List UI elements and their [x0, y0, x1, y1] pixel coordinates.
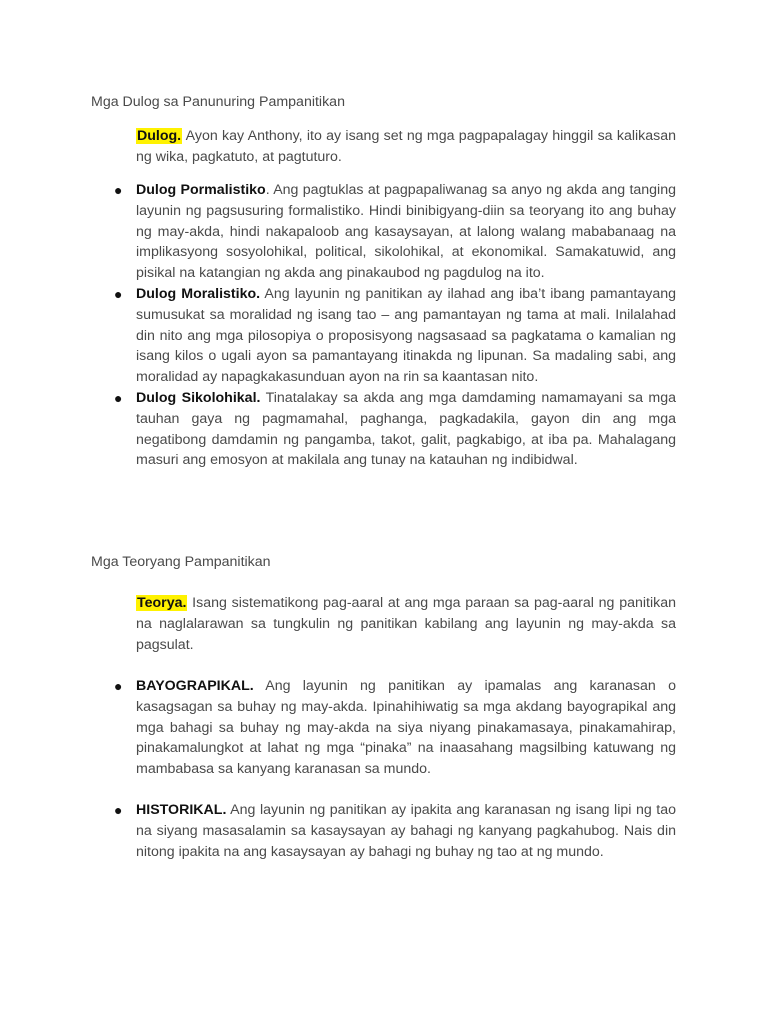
- item-text: Ang layunin ng panitikan ay ilahad ang iba’t ibang pamantayang sumusukat sa moralidad ng isang tao – ang pamantayan ng tama at mali. Inilalahad din nito ang mga pilosopiya o proposisyong nagsasaad sa pagkatama o kamalian ng isang kilos o ugali ayon sa pamantayang itinakda ng lipunan. Sa madaling sabi, ang moralidad ay napagkakasunduan ayon na rin sa kaantasan nito.: [136, 285, 676, 386]
- definition-dulog: [136, 126, 676, 168]
- list-item: [114, 180, 676, 284]
- item-text: Ang layunin ng panitikan ay ipamalas ang karanasan o kasagsagan sa buhay ng may-akda. Ipinahihiwatig sa mga akdang bayograpikal ang mga bahagi sa buhay ng may-akda na siya niyang pinakamasaya, pinakamahirap, pinakamalungkot at lahat ng mga “pinaka” na inaasahang magsilbing katuwang ng mambabasa sa kanyang karanasan sa mundo.: [136, 678, 676, 778]
- item-term: BAYOGRAPIKAL.: [136, 678, 254, 694]
- definition-text: Ayon kay Anthony, ito ay isang set ng mga pagpapalagay hinggil sa kalikasan ng wika, pagkatuto, at pagtuturo.: [136, 128, 676, 165]
- item-text: Ang layunin ng panitikan ay ipakita ang karanasan ng isang lipi ng tao na siyang masasalamin sa kasaysayan ay bahagi ng kanyang pagkahubog. Nais din nitong ipakita na ang kasaysayan ay bahagi ng buhay ng tao at ng mundo.: [136, 802, 676, 860]
- list-item: [114, 284, 676, 388]
- dulog-list: [114, 180, 676, 471]
- item-term: HISTORIKAL.: [136, 802, 227, 818]
- item-term: Dulog Pormalistiko: [136, 182, 266, 198]
- definition-teorya: [136, 593, 676, 655]
- highlighted-term: Dulog.: [137, 128, 182, 144]
- list-item: [114, 800, 676, 862]
- bullet-icon: ●: [114, 285, 123, 302]
- teorya-list-historikal: [114, 800, 676, 862]
- bullet-icon: ●: [114, 182, 123, 198]
- item-text: Tinatalakay sa akda ang mga damdaming namamayani sa mga tauhan gaya ng pagmamahal, paghanga, pagkadakila, gayon din ang mga negatibong damdamin ng pangamba, takot, galit, pagkabigo, at iba pa. Mahalagang masuri ang emosyon at makilala ang tunay na katauhan ng indibidwal.: [136, 389, 676, 469]
- item-term: Dulog Sikolohikal.: [136, 389, 261, 406]
- bullet-icon: ●: [114, 389, 123, 406]
- item-text: . Ang pagtuklas at pagpapaliwanag sa anyo ng akda ang tanging layunin ng pagsusuring formalistiko. Hindi binibigyang-diin sa teoryang ito ang buhay ng may-akda, hindi nakapaloob ang kasaysayan, at lalong walang mababanaag na implikasyong sosyolohikal, political, sikolohikal, at ekonomikal. Samakatuwid, ang pisikal na katangian ng akda ang pinakaubod ng pagdulog na ito.: [136, 182, 676, 282]
- list-item: [114, 388, 676, 471]
- definition-text: Isang sistematikong pag-aaral at ang mga paraan sa pag-aaral ng panitikan na naglalarawan sa tungkulin ng panitikan kabilang ang layunin ng may-akda sa pagsulat.: [136, 595, 676, 653]
- item-term: Dulog Moralistiko.: [136, 285, 261, 302]
- bullet-icon: ●: [114, 678, 123, 694]
- section-heading-teorya: Mga Teoryang Pampanitikan: [91, 554, 271, 570]
- teorya-list-bayograpikal: [114, 676, 676, 780]
- highlighted-term: Teorya.: [137, 595, 187, 611]
- list-item: [114, 676, 676, 780]
- section-heading-dulog: Mga Dulog sa Panunuring Pampanitikan: [91, 94, 345, 110]
- bullet-icon: ●: [114, 802, 123, 818]
